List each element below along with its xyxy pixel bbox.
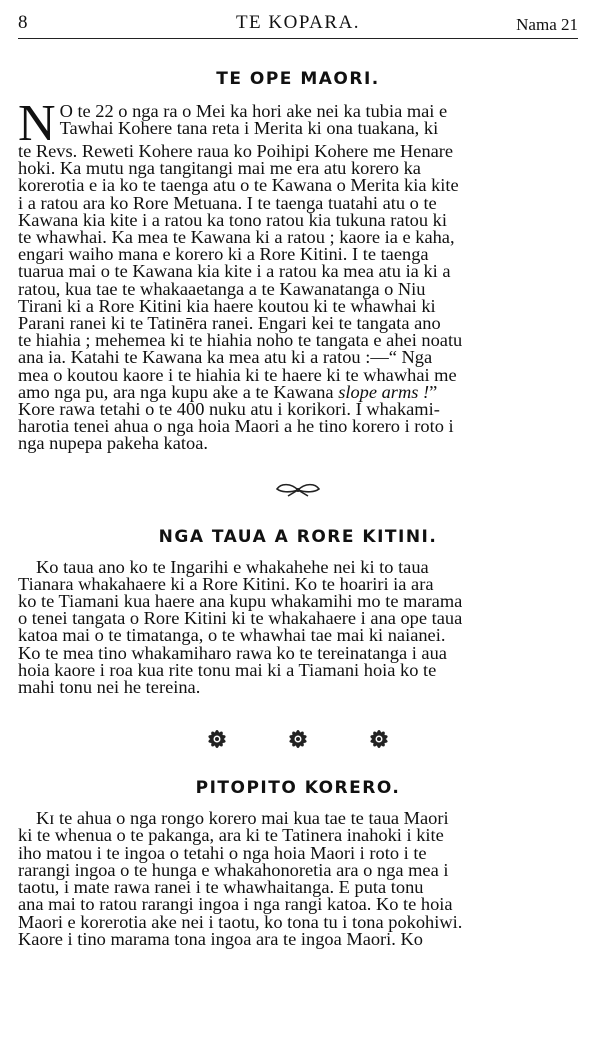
issue-number: Nama 21 <box>516 15 578 34</box>
text-line: mea o koutou kaore i te hiahia ki te haere ki te whawhai me <box>18 364 457 385</box>
text-line: o tenei tangata o Rore Kitini ki te whakahaere i ana ope taua <box>18 608 463 629</box>
text-line: Tianara whakahaere ki a Rore Kitini. Ko te hoariri ia ara <box>18 573 434 594</box>
flower-ornament-icon <box>203 726 231 752</box>
text-line-part: amo nga pu, ara nga kupu ake a te Kawana <box>18 381 334 402</box>
bow-ornament-icon <box>18 483 578 497</box>
text-line: rarangi ingoa o te hunga e whakahonoretia ara o nga mea i <box>18 859 449 880</box>
running-header <box>18 8 578 39</box>
text-line: te hiahia ; mehemea ki te hiahia noho te tangata e ahei noatu <box>18 330 463 351</box>
drop-cap: N <box>18 95 56 152</box>
italic-phrase: slope arms ! <box>338 381 430 402</box>
text-line: ana ia. Katahi te Kawana ka mea atu ki a ratou :—“ Nga <box>18 347 433 368</box>
flower-ornament-icon <box>284 726 312 752</box>
text-line: Kore rawa tetahi o te 400 nuku atu i korikori. I whakami- <box>18 399 440 420</box>
text-line: i a ratou ara ko Rore Metuana. I te taenga tuatahi atu o te <box>18 192 437 213</box>
text-line: Maori e korerotia ake nei i taotu, ko tona tu i tona pokohiwi. <box>18 911 463 932</box>
article-pitopito-korero <box>18 810 578 948</box>
text-line: hoki. Ka mutu nga tangitangi mai me era atu korero ka <box>18 158 421 179</box>
text-line: te Revs. Reweti Kohere raua ko Poihipi Kohere me Henare <box>18 141 454 161</box>
text-line: Ko taua ano ko te Ingarihi e whakahehe nei ki to taua <box>36 556 429 577</box>
text-line: harotia tenei ahua o nga hoia Maori a he tino korero i roto i <box>18 416 454 437</box>
text-line: korerotia e ia ko te taenga atu o te Kawana o Merita kia kite <box>18 175 459 196</box>
text-line: nga nupepa pakeha katoa. <box>18 433 208 454</box>
text-line: Ko te mea tino whakamiharo rawa ko te tereinatanga i aua <box>18 642 447 663</box>
text-line: mahi tonu nei he tereina. <box>18 677 201 698</box>
text-line: O te 22 o nga ra o Mei ka hori ake nei ka tubia mai e <box>59 101 448 121</box>
text-line: ratou, kua tae te whakaaetanga a te Kawanatanga o Niu <box>18 278 426 299</box>
section-heading-pitopito-korero: PITOPITO KORERO. <box>195 778 401 799</box>
article-nga-taua <box>18 556 578 698</box>
text-line: iho matou i te ingoa o tetahi o nga hoia Maori i roto i te <box>18 842 427 863</box>
text-line: te whawhai. Ka mea te Kawana ki a ratou ; kaore ia e kaha, <box>18 227 455 248</box>
text-line: engari waiho mana e korero ki a Rore Kitini. I te taenga <box>18 244 429 265</box>
text-line: ki te whenua o te pakanga, ara ki te Tatinera inahoki i kite <box>18 825 444 846</box>
text-line: Kaore i tino marama tona ingoa ara te ingoa Maori. Ko <box>18 928 423 949</box>
page-number: 8 <box>18 12 28 33</box>
text-line: Parani ranei ki te Tatinēra ranei. Engari kei te tangata ano <box>18 313 441 334</box>
closing-quote: ” <box>429 381 438 402</box>
text-line: ana mai to ratou rarangi ingoa i nga rangi katoa. Ko te hoia <box>18 894 453 915</box>
text-line: ko te Tiamani kua haere ana kupu whakamihi mo te marama <box>18 591 463 612</box>
text-line: Kawana kia kite i a ratou ka tono ratou kia tukuna ratou ki <box>18 209 447 230</box>
publication-title: TE KOPARA. <box>235 12 361 33</box>
text-line: Kɪ te ahua o nga rongo korero mai kua tae te taua Maori <box>36 808 449 829</box>
text-line: Tawhai Kohere tana reta i Merita ki ona tuakana, ki <box>59 118 439 139</box>
text-line: hoia kaore i roa kua rite tonu mai ki a Tiamani hoia ko te <box>18 659 437 680</box>
section-heading-te-ope-maori: TE OPE MAORI. <box>216 69 380 89</box>
article-te-ope-maori <box>18 95 578 454</box>
section-heading-nga-taua: NGA TAUA A RORE KITINI. <box>158 526 438 547</box>
text-line: tuarua mai o te Kawana kia kite i a ratou ka mea atu ia ki a <box>18 261 451 282</box>
text-line: Tirani ki a Rore Kitini kia haere koutou ki te whawhai ki <box>18 295 436 316</box>
flower-ornament-icon <box>365 726 393 752</box>
text-line: taotu, i mate rawa ranei i te whawhaitanga. E puta tonu <box>18 877 424 898</box>
text-line: katoa mai o te timatanga, o te whawhai tae mai ki naianei. <box>18 625 446 646</box>
flower-ornament-row <box>18 726 578 756</box>
